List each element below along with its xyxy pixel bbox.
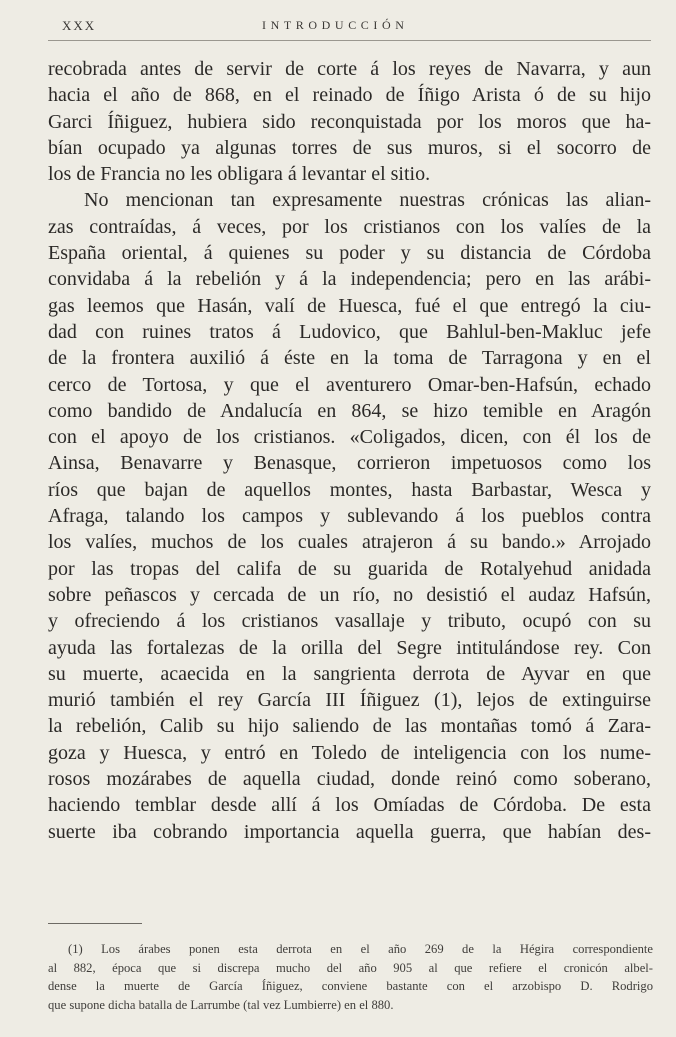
text-line: convidaba á la rebelión y á la independencia; pero en las arábi- — [48, 268, 651, 291]
running-title: INTRODUCCIÓN — [262, 18, 409, 32]
text-line: cerco de Tortosa, y que el aventurero Omar-ben-Hafsún, echado — [48, 373, 651, 396]
text-line: por las tropas del califa de su guarida de Rotalyehud anidada — [48, 557, 651, 580]
text-line: su muerte, acaecida en la sangrienta derrota de Ayvar en que — [48, 662, 651, 685]
text-line: suerte iba cobrando importancia aquella guerra, que habían des- — [48, 820, 651, 843]
footnote-line: al 882, época que si discrepa mucho del año 905 al que refiere el cronicón albel- — [48, 960, 653, 975]
text-line: haciendo temblar desde allí á los Omíadas de Córdoba. De esta — [48, 794, 651, 817]
body-text — [48, 56, 651, 845]
text-line: bían ocupado ya algunas torres de sus muros, si el socorro de — [48, 136, 651, 159]
text-line: de la frontera auxilió á éste en la toma de Tarragona y en el — [48, 347, 651, 370]
text-line: y ofreciendo á los cristianos vasallaje y tributo, ocupó con su — [48, 610, 651, 633]
page-number: XXX — [62, 18, 97, 33]
text-line: No mencionan tan expresamente nuestras crónicas las alian- — [84, 189, 651, 212]
text-line: Garci Íñiguez, hubiera sido reconquistada por los moros que ha- — [48, 110, 651, 133]
footnote-line: dense la muerte de García Íñiguez, conviene bastante con el arzobispo D. Rodrigo — [48, 979, 653, 993]
text-line: Afraga, talando los campos y sublevando á los pueblos contra — [48, 505, 651, 528]
text-line: con el apoyo de los cristianos. «Coligados, dicen, con él los de — [48, 426, 651, 449]
text-line: la rebelión, Calib su hijo saliendo de las montañas tomó á Zara- — [48, 715, 651, 738]
text-line: como bandido de Andalucía en 864, se hizo temible en Aragón — [48, 399, 651, 422]
text-line: ríos que bajan de aquellos montes, hasta Barbastar, Wesca y — [48, 478, 651, 501]
text-line: goza y Huesca, y entró en Toledo de inteligencia con los nume- — [48, 741, 651, 764]
text-line: España oriental, á quienes su poder y su distancia de Córdoba — [48, 242, 651, 265]
text-line: rosos mozárabes de aquella ciudad, donde reinó como soberano, — [48, 768, 651, 791]
footnote-rule — [48, 923, 142, 924]
footnote-line: que supone dicha batalla de Larrumbe (tal vez Lumbierre) en el 880. — [48, 997, 394, 1012]
header-rule — [48, 40, 651, 41]
footnote — [48, 940, 653, 1014]
footnote-line: (1) Los árabes ponen esta derrota en el año 269 de la Hégira correspondiente — [68, 942, 653, 956]
text-line: murió también el rey García III Íñiguez (1), lejos de extinguirse — [48, 689, 651, 712]
text-line: zas contraídas, á veces, por los cristianos con los valíes de la — [48, 215, 651, 238]
text-line: sobre peñascos y cercada de un río, no desistió el audaz Hafsún, — [48, 583, 651, 606]
text-line: los valíes, muchos de los cuales atrajeron á su bando.» Arrojado — [48, 531, 651, 554]
text-line: dad con ruines tratos á Ludovico, que Bahlul-ben-Makluc jefe — [48, 320, 651, 343]
text-line: hacia el año de 868, en el reinado de Íñigo Arista ó de su hijo — [48, 84, 651, 107]
running-head — [62, 18, 648, 40]
text-line: ayuda las fortalezas de la orilla del Segre intitulándose rey. Con — [48, 636, 651, 659]
text-line: recobrada antes de servir de corte á los reyes de Navarra, y aun — [48, 58, 651, 80]
text-line: Ainsa, Benavarre y Benasque, corrieron impetuosos como los — [48, 452, 651, 475]
text-line: gas leemos que Hasán, valí de Huesca, fué el que entregó la ciu- — [48, 294, 651, 317]
text-line: los de Francia no les obligara á levantar el sitio. — [48, 163, 431, 186]
